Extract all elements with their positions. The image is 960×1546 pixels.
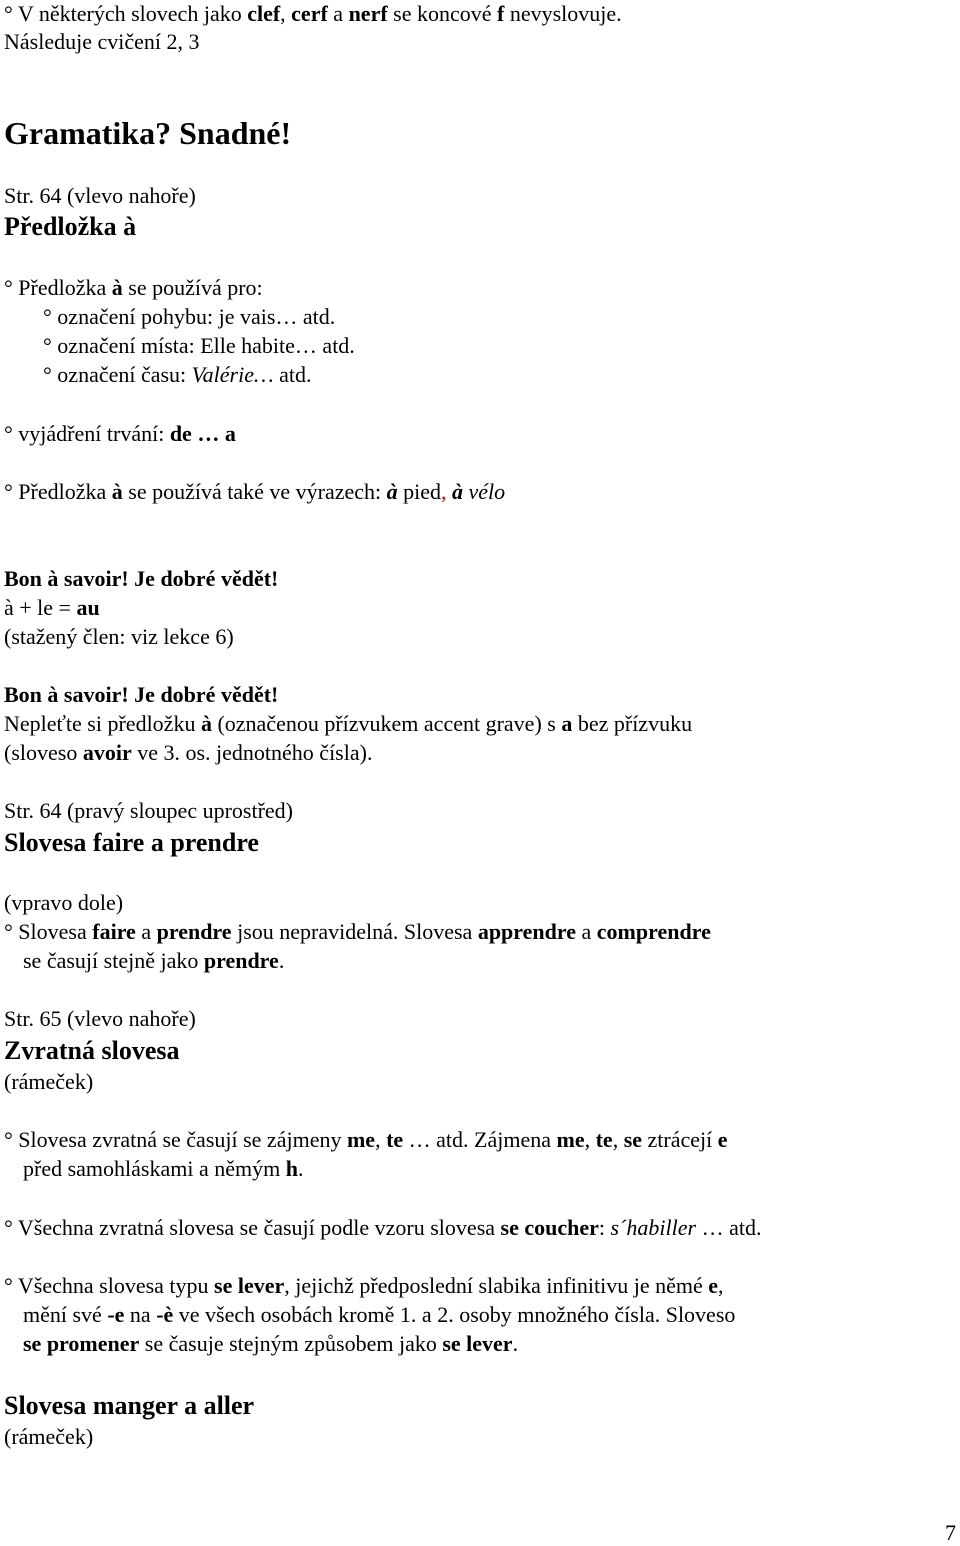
bold-word: e	[708, 1273, 719, 1298]
bold-word: faire	[92, 919, 136, 944]
italic-word: s´habiller	[610, 1215, 697, 1240]
box-note: (rámeček)	[4, 1424, 94, 1449]
note-line-f	[4, 0, 622, 28]
text: ° Všechna zvratná slovesa se časují podle vzoru slovesa	[4, 1215, 501, 1240]
text: se koncové	[387, 1, 498, 26]
box-note: (rámeček)	[4, 1069, 94, 1094]
page-reference: Str. 64 (pravý sloupec uprostřed)	[4, 798, 293, 823]
text: ° Slovesa	[4, 919, 93, 944]
text: .	[297, 1156, 304, 1181]
text: ° označení času:	[43, 362, 192, 387]
bullet-line	[4, 420, 236, 448]
text: pied	[397, 479, 442, 504]
text: ° vyjádření trvání:	[4, 421, 170, 446]
bold-word: se coucher	[500, 1215, 599, 1240]
text: , jejichž předposlední slabika infinitivu je němé	[284, 1273, 709, 1298]
text: ve 3. os. jednotného čísla).	[131, 740, 373, 765]
text: a	[327, 1, 349, 26]
bullet-line	[4, 1126, 728, 1154]
text: ° V některých slovech jako	[4, 1, 248, 26]
text: se používá pro:	[122, 275, 263, 300]
tip-heading: Bon à savoir! Je dobré vědět!	[4, 682, 279, 707]
red-comma: ,	[441, 479, 447, 504]
text: mění své	[23, 1302, 108, 1327]
text: à + le =	[4, 595, 77, 620]
bullet-line	[4, 274, 263, 302]
text: ztrácejí	[642, 1127, 718, 1152]
bold-word: à	[111, 479, 123, 504]
text: ° Předložka	[4, 275, 112, 300]
bold-word: prendre	[203, 948, 279, 973]
heading-zvratna: Zvratná slovesa	[4, 1036, 180, 1065]
text: ve všech osobách kromě 1. a 2. osoby množného čísla. Sloveso	[173, 1302, 736, 1327]
bold-word: à	[111, 275, 123, 300]
bold-word: me	[346, 1127, 376, 1152]
text: Nepleťte si předložku	[4, 711, 201, 736]
text: ,	[280, 1, 292, 26]
sub-bullet-line: ° označení pohybu: je vais… atd.	[43, 304, 336, 329]
text: jsou nepravidelná. Slovesa	[231, 919, 478, 944]
bold-word: comprendre	[596, 919, 711, 944]
text: ,	[584, 1127, 596, 1152]
text: ° Slovesa zvratná se časují se zájmeny	[4, 1127, 347, 1152]
bullet-line	[4, 918, 711, 946]
heading-predlozka: Předložka à	[4, 212, 137, 241]
bullet-line	[4, 478, 505, 506]
bullet-continuation	[23, 947, 284, 975]
bullet-line	[4, 1214, 761, 1242]
bold-italic-word: à	[452, 479, 464, 504]
text: ,	[375, 1127, 387, 1152]
text: … atd.	[696, 1215, 762, 1240]
italic-word: vélo	[463, 479, 506, 504]
text: .	[278, 948, 285, 973]
bullet-continuation	[23, 1155, 303, 1183]
text: a	[135, 919, 157, 944]
bold-word: au	[76, 595, 100, 620]
section-heading-gramatika: Gramatika? Snadné!	[4, 115, 292, 151]
bold-word: -è	[156, 1302, 174, 1327]
bold-word: apprendre	[477, 919, 577, 944]
exercise-line: Následuje cvičení 2, 3	[4, 29, 200, 54]
text: se používá také ve výrazech:	[122, 479, 387, 504]
bold-word: me	[556, 1127, 585, 1152]
heading-manger-aller: Slovesa manger a aller	[4, 1391, 255, 1420]
bold-word: h	[285, 1156, 298, 1181]
bold-word: -e	[107, 1302, 125, 1327]
text: na	[124, 1302, 157, 1327]
bold-word: se promener	[23, 1331, 140, 1356]
bold-italic-word: à	[386, 479, 398, 504]
heading-faire-prendre: Slovesa faire a prendre	[4, 828, 259, 857]
sub-bullet-line: ° označení místa: Elle habite… atd.	[43, 333, 355, 358]
text: ,	[612, 1127, 624, 1152]
text: :	[598, 1215, 611, 1240]
text: se časuje stejným způsobem jako	[139, 1331, 443, 1356]
tip-heading: Bon à savoir! Je dobré vědět!	[4, 566, 279, 591]
bullet-continuation	[23, 1301, 735, 1329]
bold-word: a	[561, 711, 573, 736]
text: ° Všechna slovesa typu	[4, 1273, 215, 1298]
text: se časují stejně jako	[23, 948, 204, 973]
page-number: 7	[945, 1520, 956, 1545]
text: … atd. Zájmena	[403, 1127, 557, 1152]
bold-word: se lever	[442, 1331, 513, 1356]
bold-word: se lever	[214, 1273, 285, 1298]
bold-word: avoir	[82, 740, 132, 765]
text: ,	[718, 1273, 724, 1298]
page-reference: Str. 65 (vlevo nahoře)	[4, 1006, 196, 1031]
bold-word: cerf	[291, 1, 328, 26]
italic-word: Valérie…	[191, 362, 274, 387]
tip-line	[4, 739, 372, 767]
text: (sloveso	[4, 740, 83, 765]
bold-word: à	[200, 711, 212, 736]
formula-line	[4, 594, 100, 622]
text: atd.	[273, 362, 312, 387]
text: bez přízvuku	[572, 711, 693, 736]
sub-bullet-line	[43, 361, 311, 389]
bold-word: f	[497, 1, 505, 26]
text: před samohláskami a němým	[23, 1156, 286, 1181]
note-line: (stažený člen: viz lekce 6)	[4, 624, 234, 649]
text: ° Předložka	[4, 479, 112, 504]
bullet-continuation	[23, 1330, 518, 1358]
bold-word: e	[717, 1127, 728, 1152]
text: nevyslovuje.	[504, 1, 622, 26]
location-note: (vpravo dole)	[4, 890, 124, 915]
text: a	[576, 919, 597, 944]
bold-word: te	[386, 1127, 404, 1152]
text: .	[512, 1331, 519, 1356]
text: (označenou přízvukem accent grave) s	[211, 711, 562, 736]
bold-word: nerf	[348, 1, 388, 26]
tip-line	[4, 710, 692, 738]
bullet-line	[4, 1272, 724, 1300]
bold-word: de … a	[169, 421, 236, 446]
bold-word: prendre	[156, 919, 232, 944]
bold-word: clef	[247, 1, 281, 26]
bold-word: se	[623, 1127, 643, 1152]
bold-word: te	[595, 1127, 613, 1152]
page-reference: Str. 64 (vlevo nahoře)	[4, 183, 196, 208]
